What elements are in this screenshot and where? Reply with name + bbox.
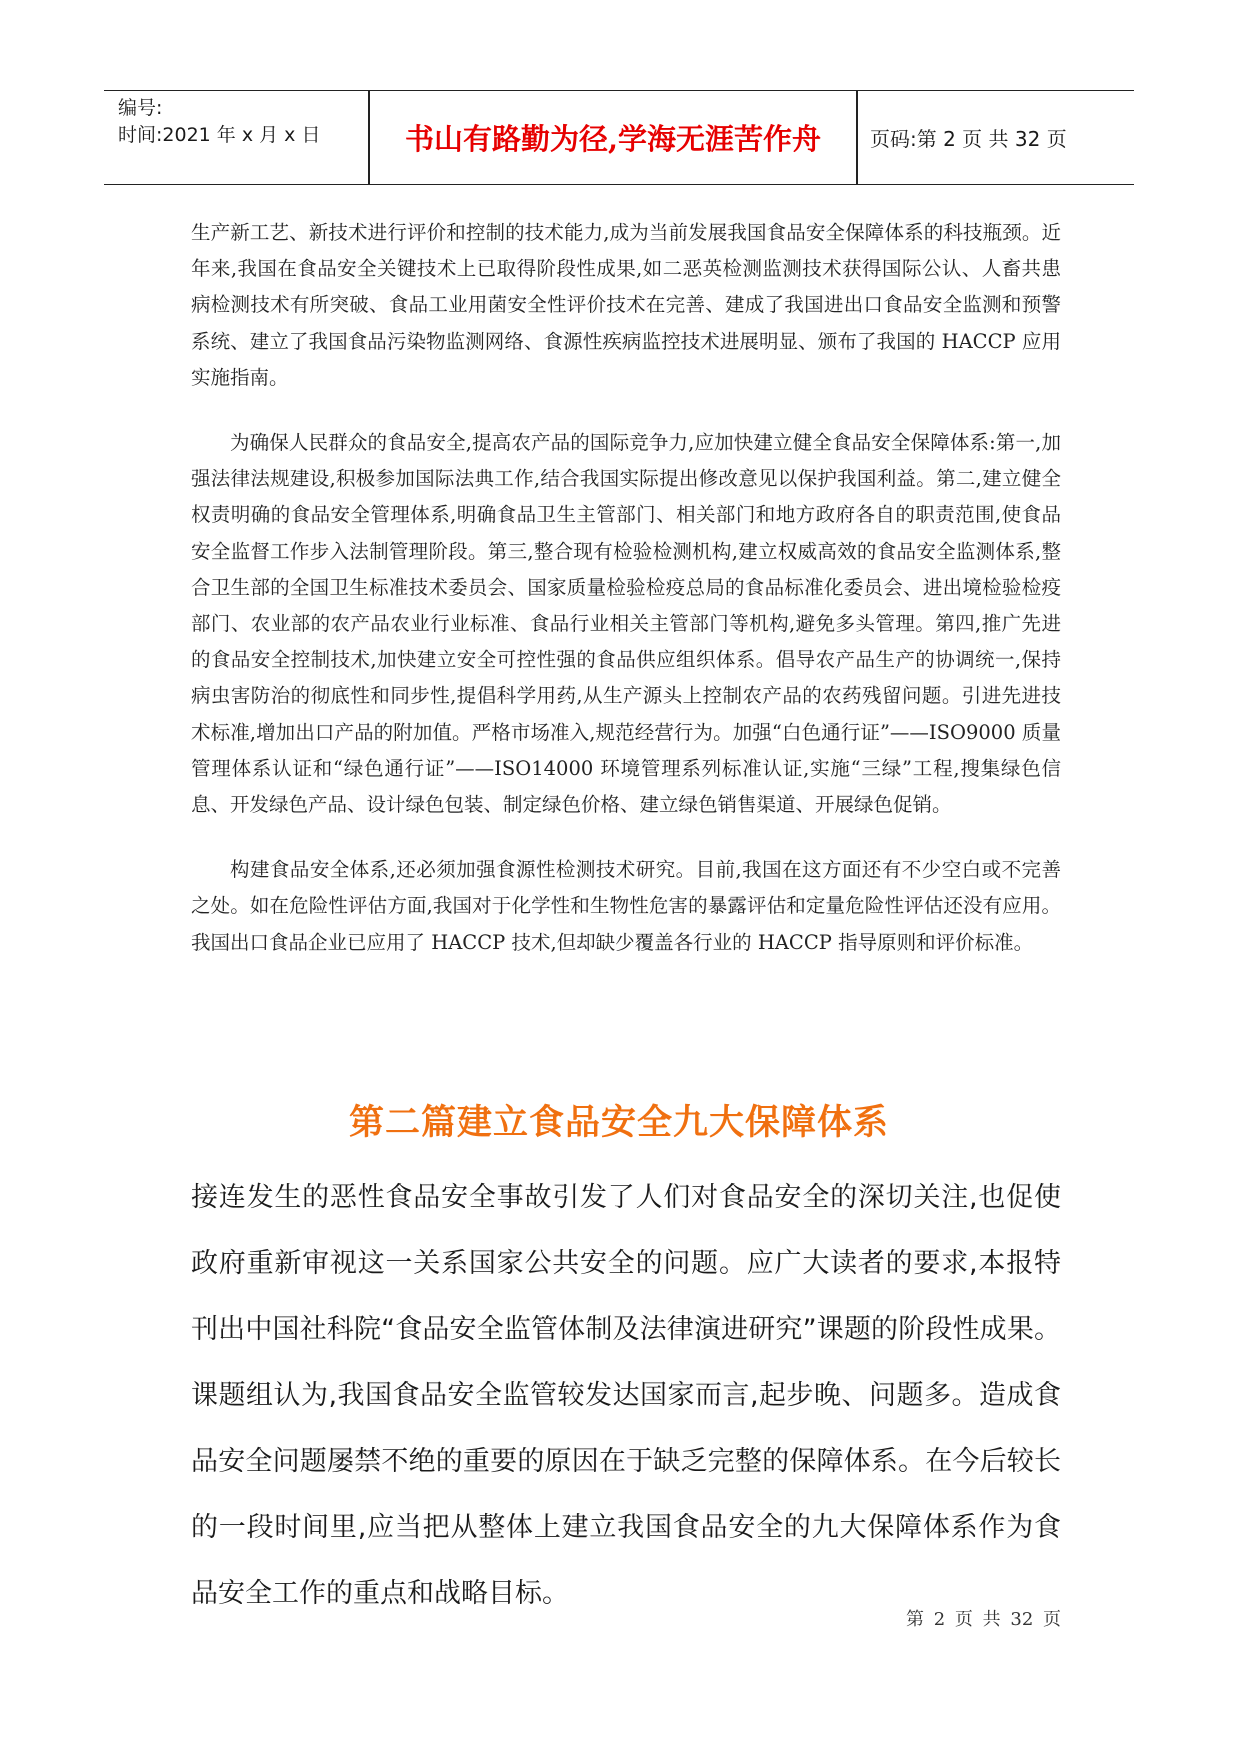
body-text bbox=[191, 215, 1061, 990]
header-meta bbox=[118, 91, 368, 184]
paragraph: 为确保人民群众的食品安全,提高农产品的国际竞争力,应加快建立健全食品安全保障体系:第一,加强法律法规建设,积极参加国际法典工作,结合我国实际提出修改意见以保护我国利益。第二,建立健全权责明确的食品安全管理体系,明确食品卫生主管部门、相关部门和地方政府各自的职责范围,使食品安全监督工作步入法制管理阶段。第三,整合现有检验检测机构,建立权威高效的食品安全监测体系,整合卫生部的全国卫生标准技术委员会、国家质量检验检疫总局的食品标准化委员会、进出境检验检疫部门、农业部的农产品农业行业标准、食品行业相关主管部门等机构,避免多头管理。第四,推广先进的食品安全控制技术,加快建立安全可控性强的食品供应组织体系。倡导农产品生产的协调统一,保持病虫害防治的彻底性和同步性,提倡科学用药,从生产源头上控制农产品的农药残留问题。引进先进技术标准,增加出口产品的附加值。严格市场准入,规范经营行为。加强“白色通行证”——ISO9000 质量管理体系认证和“绿色通行证”——ISO14000 环境管理系列标准认证,实施“三绿”工程,搜集绿色信息、开发绿色产品、设计绿色包装、制定绿色价格、建立绿色销售渠道、开展绿色促销。 bbox=[191, 431, 1061, 817]
paragraph-continued: 生产新工艺、新技术进行评价和控制的技术能力,成为当前发展我国食品安全保障体系的科技瓶颈。近年来,我国在食品安全关键技术上已取得阶段性成果,如二恶英检测监测技术获得国际公认、人畜共患病检测技术有所突破、食品工业用菌安全性评价技术在完善、建成了我国进出口食品安全监测和预警系统、建立了我国食品污染物监测网络、食源性疾病监控技术进展明显、颁布了我国的 HACCP 应用实施指南。 bbox=[191, 221, 1061, 389]
page-footer: 第 2 页 共 32 页 bbox=[906, 1609, 1061, 1630]
page-header bbox=[104, 90, 1134, 185]
document-time-label: 时间:2021 年 x 月 x 日 bbox=[118, 124, 321, 146]
section-heading: 第二篇建立食品安全九大保障体系 bbox=[348, 1103, 889, 1143]
document-number-label: 编号: bbox=[118, 97, 163, 119]
header-page-number: 页码:第 2 页 共 32 页 bbox=[870, 127, 1067, 151]
header-motto: 书山有路勤为径,学海无涯苦作舟 bbox=[404, 122, 822, 156]
section-body: 接连发生的恶性食品安全事故引发了人们对食品安全的深切关注,也促使政府重新审视这一关系国家公共安全的问题。应广大读者的要求,本报特刊出中国社科院“食品安全监管体制及法律演进研究”课题的阶段性成果。课题组认为,我国食品安全监管较发达国家而言,起步晚、问题多。造成食品安全问题屡禁不绝的重要的原因在于缺乏完整的保障体系。在今后较长的一段时间里,应当把从整体上建立我国食品安全的九大保障体系作为食品安全工作的重点和战略目标。 bbox=[191, 1182, 1061, 1609]
paragraph: 构建食品安全体系,还必须加强食源性检测技术研究。目前,我国在这方面还有不少空白或不完善之处。如在危险性评估方面,我国对于化学性和生物性危害的暴露评估和定量危险性评估还没有应用。我国出口食品企业已应用了 HACCP 技术,但却缺少覆盖各行业的 HACCP 指导原则和评价标准。 bbox=[191, 858, 1061, 954]
header-divider bbox=[856, 91, 858, 184]
